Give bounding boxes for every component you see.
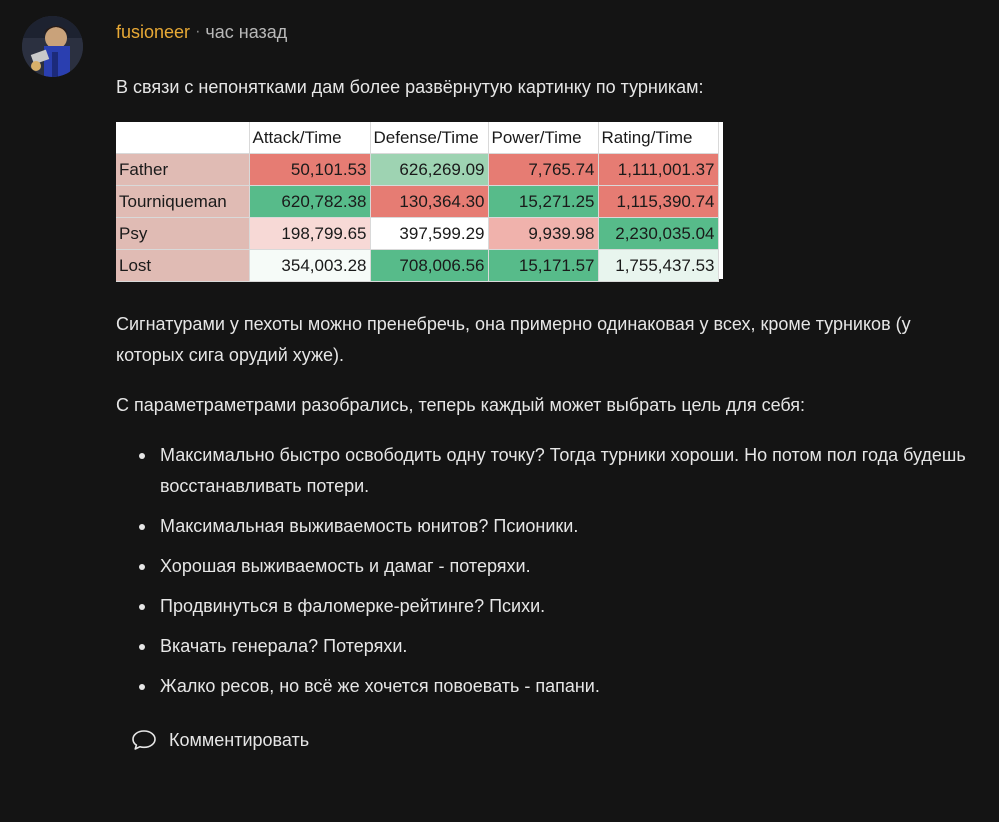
table-cell: 7,765.74 (488, 154, 598, 186)
table-corner-cell (116, 122, 249, 154)
table-cell: 50,101.53 (249, 154, 370, 186)
bullet-icon (139, 604, 145, 610)
table-row (116, 250, 718, 282)
list-item-text: Хорошая выживаемость и дамаг - потеряхи. (160, 556, 531, 576)
list-item-text: Жалко ресов, но всё же хочется повоевать - папани. (160, 676, 600, 696)
table-cell: 15,271.25 (488, 186, 598, 218)
table-cell: 708,006.56 (370, 250, 488, 282)
list-item (116, 671, 986, 702)
table-cell: 354,003.28 (249, 250, 370, 282)
bullet-icon (139, 524, 145, 530)
stats-table (116, 122, 719, 282)
table-cell: 198,799.65 (249, 218, 370, 250)
bullet-icon (139, 644, 145, 650)
list-item (116, 591, 986, 622)
list-item (116, 551, 986, 582)
list-item-text: Вкачать генерала? Потеряхи. (160, 636, 408, 656)
list-item (116, 511, 986, 542)
comment-button[interactable] (131, 729, 309, 751)
header-separator: · (195, 23, 201, 40)
table-header-row (116, 122, 718, 154)
row-header: Tourniqueman (116, 186, 249, 218)
list-item-text: Максимальная выживаемость юнитов? Псионики. (160, 516, 579, 536)
post-header (116, 20, 287, 44)
table-cell: 626,269.09 (370, 154, 488, 186)
table-cell: 15,171.57 (488, 250, 598, 282)
table-row (116, 218, 718, 250)
list-item (116, 440, 986, 502)
row-header: Father (116, 154, 249, 186)
post-paragraph-goals: С параметраметрами разобрались, теперь каждый может выбрать цель для себя: (116, 395, 806, 415)
table-cell: 1,111,001.37 (598, 154, 718, 186)
table-cell: 620,782.38 (249, 186, 370, 218)
bullet-icon (139, 453, 145, 459)
table-cell: 2,230,035.04 (598, 218, 718, 250)
table-cell: 1,115,390.74 (598, 186, 718, 218)
bullet-icon (139, 684, 145, 690)
speech-bubble-icon (131, 729, 157, 751)
table-cell: 1,755,437.53 (598, 250, 718, 282)
row-header: Lost (116, 250, 249, 282)
goals-list (116, 440, 986, 711)
bullet-icon (139, 564, 145, 570)
avatar-image (22, 16, 83, 77)
list-item-text: Максимально быстро освободить одну точку? Тогда турники хороши. Но потом пол года будешь восстанавливать потери. (160, 445, 966, 496)
author-name[interactable]: fusioneer (116, 21, 191, 42)
table-cell: 130,364.30 (370, 186, 488, 218)
stats-table-image (116, 122, 723, 279)
avatar[interactable] (22, 16, 83, 77)
column-header: Rating/Time (598, 122, 718, 154)
column-header: Attack/Time (249, 122, 370, 154)
list-item-text: Продвинуться в фаломерке-рейтинге? Психи. (160, 596, 546, 616)
comment-label: Комментировать (169, 729, 310, 750)
post-intro: В связи с непонятками дам более развёрнутую картинку по турникам: (116, 77, 704, 97)
table-cell: 397,599.29 (370, 218, 488, 250)
table-cell: 9,939.98 (488, 218, 598, 250)
post-paragraph-signatures: Сигнатурами у пехоты можно пренебречь, она примерно одинаковая у всех, кроме турников (у которых сига орудий хуже). (116, 314, 911, 365)
table-row (116, 186, 718, 218)
post-time[interactable]: час назад (205, 21, 288, 42)
column-header: Power/Time (488, 122, 598, 154)
table-row (116, 154, 718, 186)
column-header: Defense/Time (370, 122, 488, 154)
row-header: Psy (116, 218, 249, 250)
list-item (116, 631, 986, 662)
